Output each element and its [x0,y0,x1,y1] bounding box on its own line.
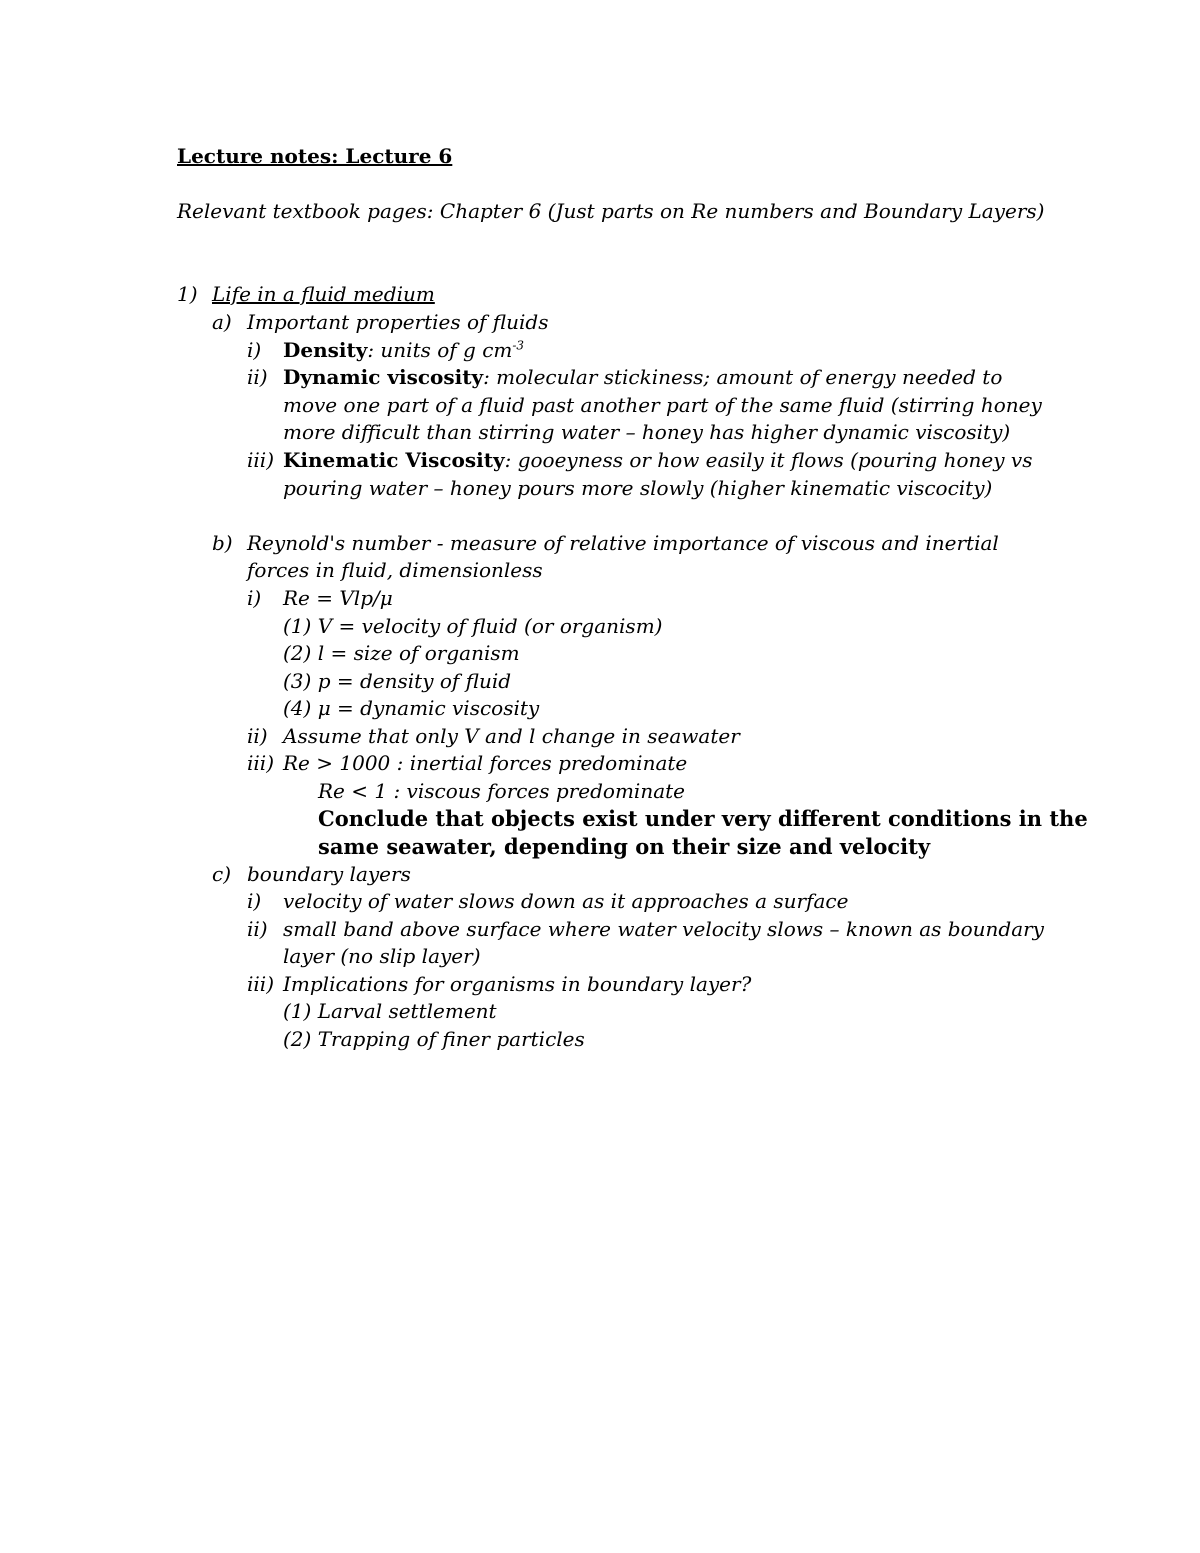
density-superscript: -3 [512,338,525,353]
formula-var-1-text: V = velocity of fluid (or organism) [317,614,663,638]
kinematic-viscosity-line [283,447,1032,475]
reynolds-formula: Re = Vlp/μ [283,586,393,610]
formula-var-1 [283,613,662,641]
item-a-text: Important properties of fluids [247,310,549,334]
item-b-label: b) [212,531,233,555]
formula-var-2-num: (2) [283,641,312,665]
formula-var-3-text: p = density of fluid [317,669,512,693]
implication-2 [283,1026,585,1054]
formula-var-3-num: (3) [283,669,312,693]
implication-1 [283,998,497,1026]
item-c-iii-text: Implications for organisms in boundary layer? [283,972,752,996]
conclusion-line-1: Conclude that objects exist under very different conditions in the [318,806,1088,831]
re-high-line: Re > 1000 : inertial forces predominate [283,751,688,775]
item-c-ii-label: ii) [247,917,268,941]
dynamic-viscosity-desc: : molecular stickiness; amount of energy needed to [483,365,1003,389]
formula-var-4-text: μ = dynamic viscosity [317,696,540,720]
kinematic-viscosity-cont: pouring water – honey pours more slowly (higher kinematic viscocity) [283,476,993,500]
re-low-line: Re < 1 : viscous forces predominate [318,779,685,803]
item-b-iii-label: iii) [247,751,274,775]
dynamic-viscosity-line [283,364,1002,392]
item-b-ii-label: ii) [247,724,268,748]
dynamic-viscosity-term: Dynamic viscosity [283,365,484,389]
item-c-i-text: velocity of water slows down as it approaches a surface [283,889,849,913]
formula-var-4 [283,695,539,723]
item-a-iii-label: iii) [247,448,274,472]
formula-var-1-num: (1) [283,614,312,638]
formula-var-3 [283,668,511,696]
density-term: Density [283,338,368,362]
item-a-label: a) [212,310,232,334]
reynolds-number-cont: forces in fluid, dimensionless [247,558,543,582]
section-1-number: 1) [177,282,198,306]
reynolds-number-line: Reynold's number - measure of relative importance of viscous and inertial [247,531,999,555]
kinematic-viscosity-term: Kinematic Viscosity [283,448,505,472]
item-a-i-label: i) [247,338,262,362]
density-desc: : units of g cm [367,338,513,362]
item-b-ii-text: Assume that only V and l change in seawater [283,724,740,748]
textbook-pages-line: Relevant textbook pages: Chapter 6 (Just parts on Re numbers and Boundary Layers) [177,199,1045,223]
item-a-ii-label: ii) [247,365,268,389]
section-1-heading: Life in a fluid medium [212,282,435,306]
dynamic-viscosity-cont-2: more difficult than stirring water – honey has higher dynamic viscosity) [283,420,1011,444]
implication-1-num: (1) [283,999,312,1023]
item-b-i-label: i) [247,586,262,610]
implication-1-text: Larval settlement [317,999,497,1023]
implication-2-text: Trapping of finer particles [317,1027,585,1051]
formula-var-4-num: (4) [283,696,312,720]
conclusion-line-2: same seawater, depending on their size and velocity [318,834,931,859]
item-c-i-label: i) [247,889,262,913]
formula-var-2-text: l = size of organism [317,641,520,665]
kinematic-viscosity-desc: : gooeyness or how easily it flows (pouring honey vs [504,448,1033,472]
item-c-ii-text: small band above surface where water velocity slows – known as boundary [283,917,1044,941]
dynamic-viscosity-cont-1: move one part of a fluid past another part of the same fluid (stirring honey [283,393,1042,417]
density-line [283,337,524,365]
formula-var-2 [283,640,520,668]
item-c-label: c) [212,862,232,886]
lecture-title: Lecture notes: Lecture 6 [177,144,453,168]
item-c-iii-label: iii) [247,972,274,996]
implication-2-num: (2) [283,1027,312,1051]
item-c-ii-cont: layer (no slip layer) [283,944,481,968]
boundary-layers-heading: boundary layers [247,862,411,886]
